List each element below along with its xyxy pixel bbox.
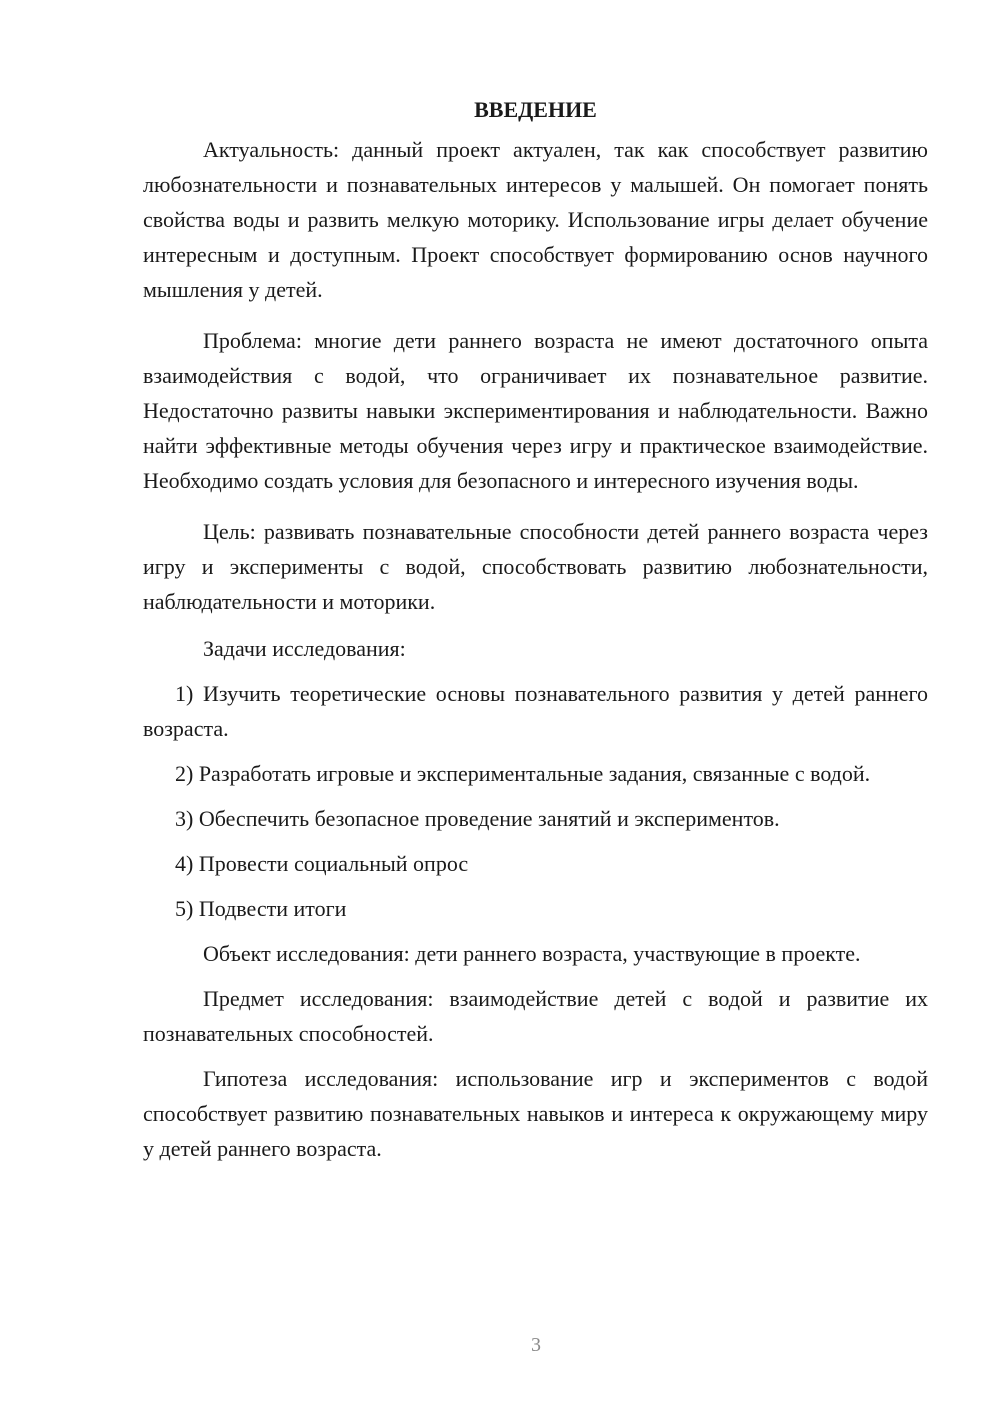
relevance-paragraph: Актуальность: данный проект актуален, так как способствует развитию любознательности и познавательных интересов у малышей. Он помогает понять свойства воды и развить мелкую моторику. Использование игры делает обучение интересным и доступным. Проект способствует формированию основ научного мышления у детей. [143,137,928,302]
task-item-1: 1) Изучить теоретические основы познавательного развития у детей раннего возраста. [143,681,928,741]
task-item-5: 5) Подвести итоги [175,896,347,921]
page-number: 3 [531,1334,541,1356]
hypothesis-paragraph: Гипотеза исследования: использование игр и экспериментов с водой способствует развитию познавательных навыков и интереса к окружающему миру у детей раннего возраста. [143,1066,928,1161]
tasks-label: Задачи исследования: [203,636,406,661]
task-item-4: 4) Провести социальный опрос [175,851,469,876]
page-body [143,92,928,1166]
section-heading: ВВЕДЕНИЕ [474,97,597,122]
object-paragraph: Объект исследования: дети раннего возраста, участвующие в проекте. [203,941,861,966]
subject-paragraph: Предмет исследования: взаимодействие детей с водой и развитие их познавательных способностей. [143,986,928,1046]
task-item-2: 2) Разработать игровые и экспериментальные задания, связанные с водой. [175,761,871,786]
task-item-3: 3) Обеспечить безопасное проведение занятий и экспериментов. [175,806,780,831]
goal-paragraph: Цель: развивать познавательные способности детей раннего возраста через игру и эксперименты с водой, способствовать развитию любознательности, наблюдательности и моторики. [143,519,928,614]
problem-paragraph: Проблема: многие дети раннего возраста не имеют достаточного опыта взаимодействия с водой, что ограничивает их познавательное развитие. Недостаточно развиты навыки экспериментирования и наблюдательности. Важно найти эффективные методы обучения через игру и практическое взаимодействие. Необходимо создать условия для безопасного и интересного изучения воды. [143,328,928,493]
